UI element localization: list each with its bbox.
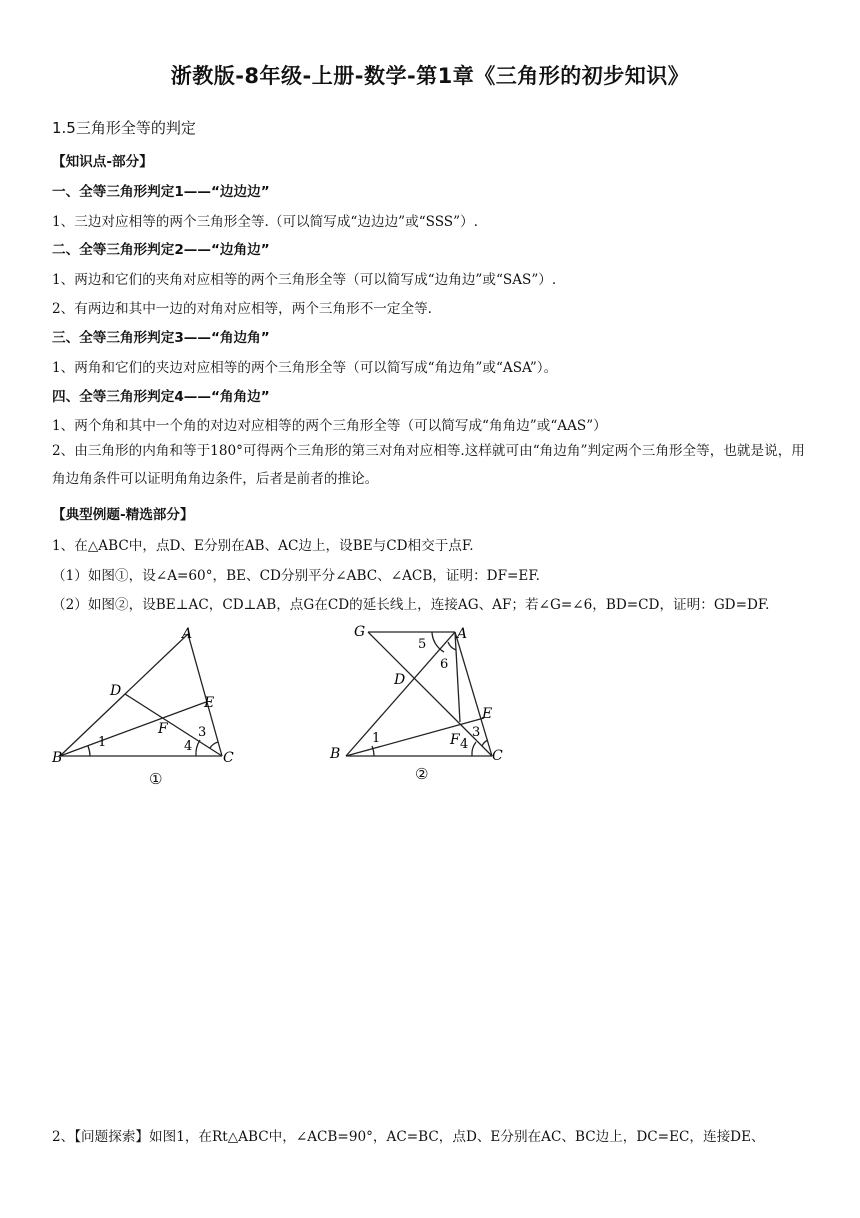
fig2-angle-1: 1 — [372, 731, 381, 746]
example-1-part-1: （1）如图①，设∠A=60°，BE、CD分别平分∠ABC、∠ACB，证明：DF=EF. — [52, 568, 540, 584]
criterion-3-title: 三、全等三角形判定3——“角边角” — [52, 330, 270, 346]
fig1-label-b: B — [52, 750, 63, 766]
fig1-label-d: D — [110, 683, 122, 699]
example-1-stem: 1、在△ABC中，点D、E分别在AB、AC边上，设BE与CD相交于点F. — [52, 538, 474, 554]
fig1-angle-3: 3 — [198, 725, 207, 740]
fig1-label-f: F — [158, 721, 168, 737]
example-1-part-2: （2）如图②，设BE⊥AC，CD⊥AB，点G在CD的延长线上，连接AG、AF；若∠G=∠6，BD=CD，证明：GD=DF. — [52, 597, 770, 613]
criterion-2-text-2: 2、有两边和其中一边的对角对应相等，两个三角形不一定全等. — [52, 301, 432, 317]
figure-2-caption: ② — [415, 765, 429, 783]
fig2-angle-4: 4 — [460, 737, 469, 752]
fig1-label-c: C — [223, 750, 234, 766]
example-2-stem: 2、【问题探索】如图1，在Rt△ABC中，∠ACB=90°，AC=BC，点D、E分别在AC、BC边上，DC=EC，连接DE、 — [52, 1129, 765, 1145]
criterion-4-title: 四、全等三角形判定4——“角角边” — [52, 389, 270, 405]
figure-1-caption: ① — [149, 770, 163, 788]
fig2-label-f: F — [450, 732, 460, 748]
fig1-label-a: A — [182, 626, 193, 642]
fig2-angle-5: 5 — [418, 637, 427, 652]
fig1-label-e: E — [204, 695, 215, 711]
section-heading: 1.5三角形全等的判定 — [52, 119, 196, 137]
knowledge-header: 【知识点-部分】 — [52, 154, 153, 170]
page-title: 浙教版-8年级-上册-数学-第1章《三角形的初步知识》 — [170, 64, 690, 88]
fig2-label-d: D — [394, 672, 406, 688]
criterion-2-title: 二、全等三角形判定2——“边角边” — [52, 242, 270, 258]
criterion-2-text-1: 1、两边和它们的夹角对应相等的两个三角形全等（可以简写成“边角边”或“SAS”）. — [52, 272, 557, 288]
fig2-angle-6: 6 — [440, 657, 449, 672]
figure-1 — [50, 622, 250, 772]
criterion-4-text-1: 1、两个角和其中一个角的对边对应相等的两个三角形全等（可以简写成“角角边”或“AAS”） — [52, 418, 607, 434]
fig2-label-g: G — [354, 624, 366, 640]
fig2-angle-3: 3 — [472, 725, 481, 740]
examples-header: 【典型例题-精选部分】 — [52, 507, 194, 523]
criterion-1-title: 一、全等三角形判定1——“边边边” — [52, 184, 270, 200]
fig1-angle-4: 4 — [184, 739, 193, 754]
fig2-label-b: B — [330, 746, 341, 762]
fig1-angle-1: 1 — [98, 735, 107, 750]
fig2-label-e: E — [482, 706, 493, 722]
criterion-3-text: 1、两角和它们的夹边对应相等的两个三角形全等（可以简写成“角边角”或“ASA”）。 — [52, 360, 558, 376]
fig2-label-c: C — [492, 748, 503, 764]
fig2-label-a: A — [457, 626, 468, 642]
criterion-1-text: 1、三边对应相等的两个三角形全等.（可以简写成“边边边”或“SSS”）. — [52, 214, 478, 230]
figure-2 — [320, 622, 530, 772]
criterion-4-text-2: 2、由三角形的内角和等于180°可得两个三角形的第三对角对应相等.这样就可由“角边角”判定两个三角形全等，也就是说，用角边角条件可以证明角角边条件，后者是前者的推论。 — [52, 443, 805, 487]
